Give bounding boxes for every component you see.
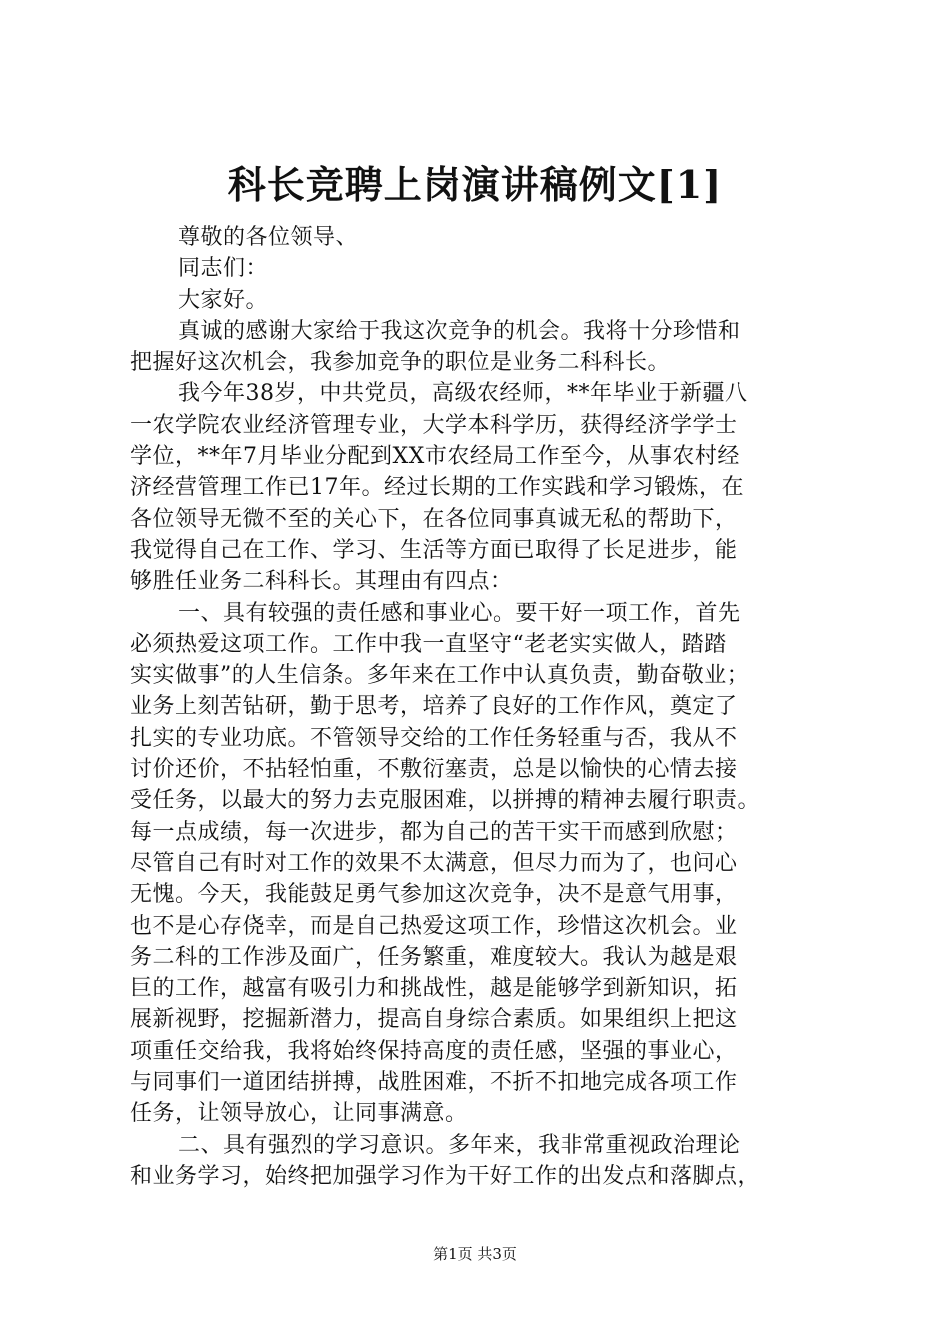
text-line: 大家好。 [178,287,269,313]
text-line: 展新视野，挖掘新潜力，提高自身综合素质。如果组织上把这 [130,1007,738,1033]
text-line: 也不是心存侥幸，而是自己热爱这项工作，珍惜这次机会。业 [130,913,738,939]
text-line: 真诚的感谢大家给于我这次竞争的机会。我将十分珍惜和 [178,318,741,344]
document-body [130,222,830,1192]
text-line: 和业务学习，始终把加强学习作为干好工作的出发点和落脚点， [130,1163,761,1189]
text-line: 扎实的专业功底。不管领导交给的工作任务轻重与否，我从不 [130,725,738,751]
text-line: 同志们： [178,256,269,282]
text-line: 业务上刻苦钻研，勤于思考，培养了良好的工作作风，奠定了 [130,694,738,720]
text-line: 巨的工作，越富有吸引力和挑战性，越是能够学到新知识，拓 [130,976,738,1002]
text-line: 讨价还价，不拈轻怕重，不敷衍塞责，总是以愉快的心情去接 [130,757,738,783]
text-line: 与同事们一道团结拼搏，战胜困难，不折不扣地完成各项工作 [130,1070,738,1096]
text-line: 济经营管理工作已17年。经过长期的工作实践和学习锻炼，在 [130,475,744,501]
text-line: 各位领导无微不至的关心下，在各位同事真诚无私的帮助下， [130,506,738,532]
text-line: 任务，让领导放心，让同事满意。 [130,1101,468,1127]
page-footer: 第1页 共3页 [433,1245,517,1263]
document-title: 科长竞聘上岗演讲稿例文[1] [227,162,723,207]
text-line: 够胜任业务二科科长。其理由有四点： [130,569,513,595]
text-line: 一农学院农业经济管理专业，大学本科学历，获得经济学学士 [130,412,738,438]
text-line: 无愧。今天，我能鼓足勇气参加这次竞争，决不是意气用事， [130,882,738,908]
text-line: 项重任交给我，我将始终保持高度的责任感，坚强的事业心， [130,1038,738,1064]
text-line: 受任务，以最大的努力去克服困难，以拼搏的精神去履行职责。 [130,788,761,814]
text-line: 把握好这次机会，我参加竞争的职位是业务二科科长。 [130,350,671,376]
text-line: 必须热爱这项工作。工作中我一直坚守“老老实实做人，踏踏 [130,631,727,657]
text-line: 我觉得自己在工作、学习、生活等方面已取得了长足进步，能 [130,537,738,563]
text-line: 学位，**年7月毕业分配到XX市农经局工作至今，从事农村经 [130,444,740,470]
text-line: 尊敬的各位领导、 [178,225,359,250]
text-line: 务二科的工作涉及面广，任务繁重，难度较大。我认为越是艰 [130,944,738,970]
text-line: 每一点成绩，每一次进步，都为自己的苦干实干而感到欣慰； [130,819,738,845]
text-line: 我今年38岁，中共党员，高级农经师，**年毕业于新疆八 [178,381,748,407]
text-line: 实实做事”的人生信条。多年来在工作中认真负责，勤奋敬业； [130,663,750,689]
text-line: 二、具有强烈的学习意识。多年来，我非常重视政治理论 [178,1132,741,1158]
text-line: 尽管自己有时对工作的效果不太满意，但尽力而为了，也问心 [130,850,738,876]
text-line: 一、具有较强的责任感和事业心。要干好一项工作，首先 [178,600,741,626]
